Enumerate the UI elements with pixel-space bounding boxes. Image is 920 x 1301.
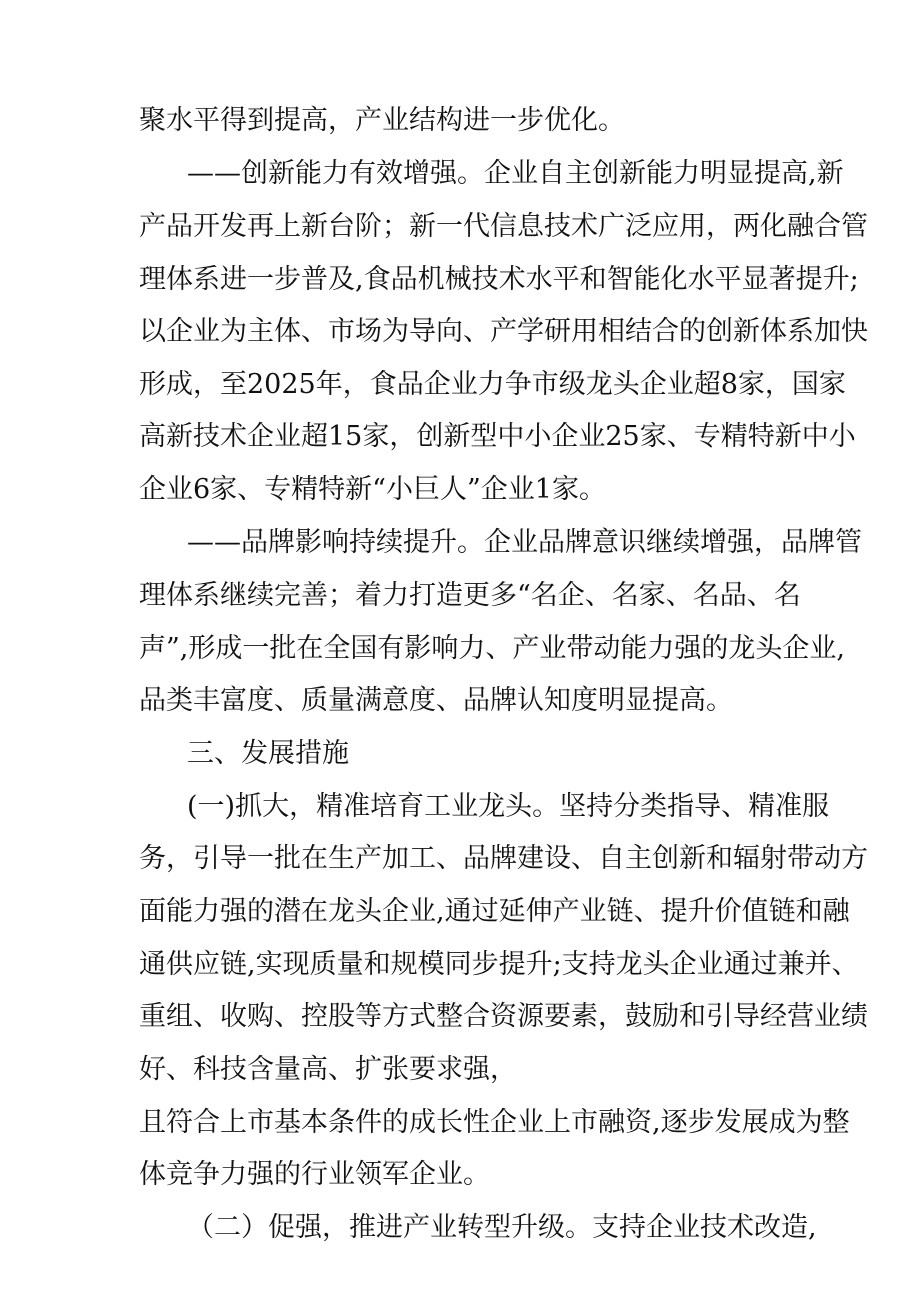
paragraph-line: （二）促强，推进产业转型升级。支持企业技术改造,: [187, 1212, 817, 1243]
paragraph-line: ——品牌影响持续提升。企业品牌意识继续增强，品牌管: [187, 527, 862, 558]
paragraph-line: 理体系进一步普及,食品机械技术水平和智能化水平显著提升;: [139, 264, 859, 295]
paragraph-line: 重组、收购、控股等方式整合资源要素，鼓励和引导经营业绩: [139, 1001, 868, 1032]
paragraph-line: 产品开发再上新台阶；新一代信息技术广泛应用，两化融合管: [139, 211, 868, 242]
paragraph-line: 品类丰富度、质量满意度、品牌认知度明显提高。: [139, 685, 733, 716]
paragraph-line: 理体系继续完善；着力打造更多“名企、名家、名品、名: [139, 580, 801, 611]
paragraph-line: ——创新能力有效增强。企业自主创新能力明显提高,新: [187, 158, 844, 189]
paragraph-line: 好、科技含量高、扩张要求强，: [139, 1054, 517, 1085]
paragraph-line: (一)抓大，精准培育工业龙头。坚持分类指导、精准服: [187, 791, 830, 822]
paragraph-line: 企业6家、专精特新“小巨人”企业1家。: [139, 474, 606, 505]
paragraph-line: 务，引导一批在生产加工、品牌建设、自主创新和辐射带动方: [139, 843, 868, 874]
paragraph-line: 声”,形成一批在全国有影响力、产业带动能力强的龙头企业,: [139, 633, 845, 664]
paragraph-line: 形成，至2025年，食品企业力争市级龙头企业超8家，国家: [139, 369, 846, 400]
paragraph-line: 聚水平得到提高，产业结构进一步优化。: [139, 105, 625, 136]
section-heading: 三、发展措施: [187, 738, 349, 769]
paragraph-line: 通供应链,实现质量和规模同步提升;支持龙头企业通过兼并、: [139, 949, 859, 980]
paragraph-line: 面能力强的潜在龙头企业,通过延伸产业链、提升价值链和融: [139, 896, 850, 927]
paragraph-line: 以企业为主体、市场为导向、产学研用相结合的创新体系加快: [139, 316, 868, 347]
paragraph-line: 高新技术企业超15家，创新型中小企业25家、专精特新中小: [139, 421, 856, 452]
paragraph-line: 且符合上市基本条件的成长性企业上市融资,逐步发展成为整: [139, 1107, 850, 1138]
paragraph-line: 体竞争力强的行业领军企业。: [139, 1159, 490, 1190]
